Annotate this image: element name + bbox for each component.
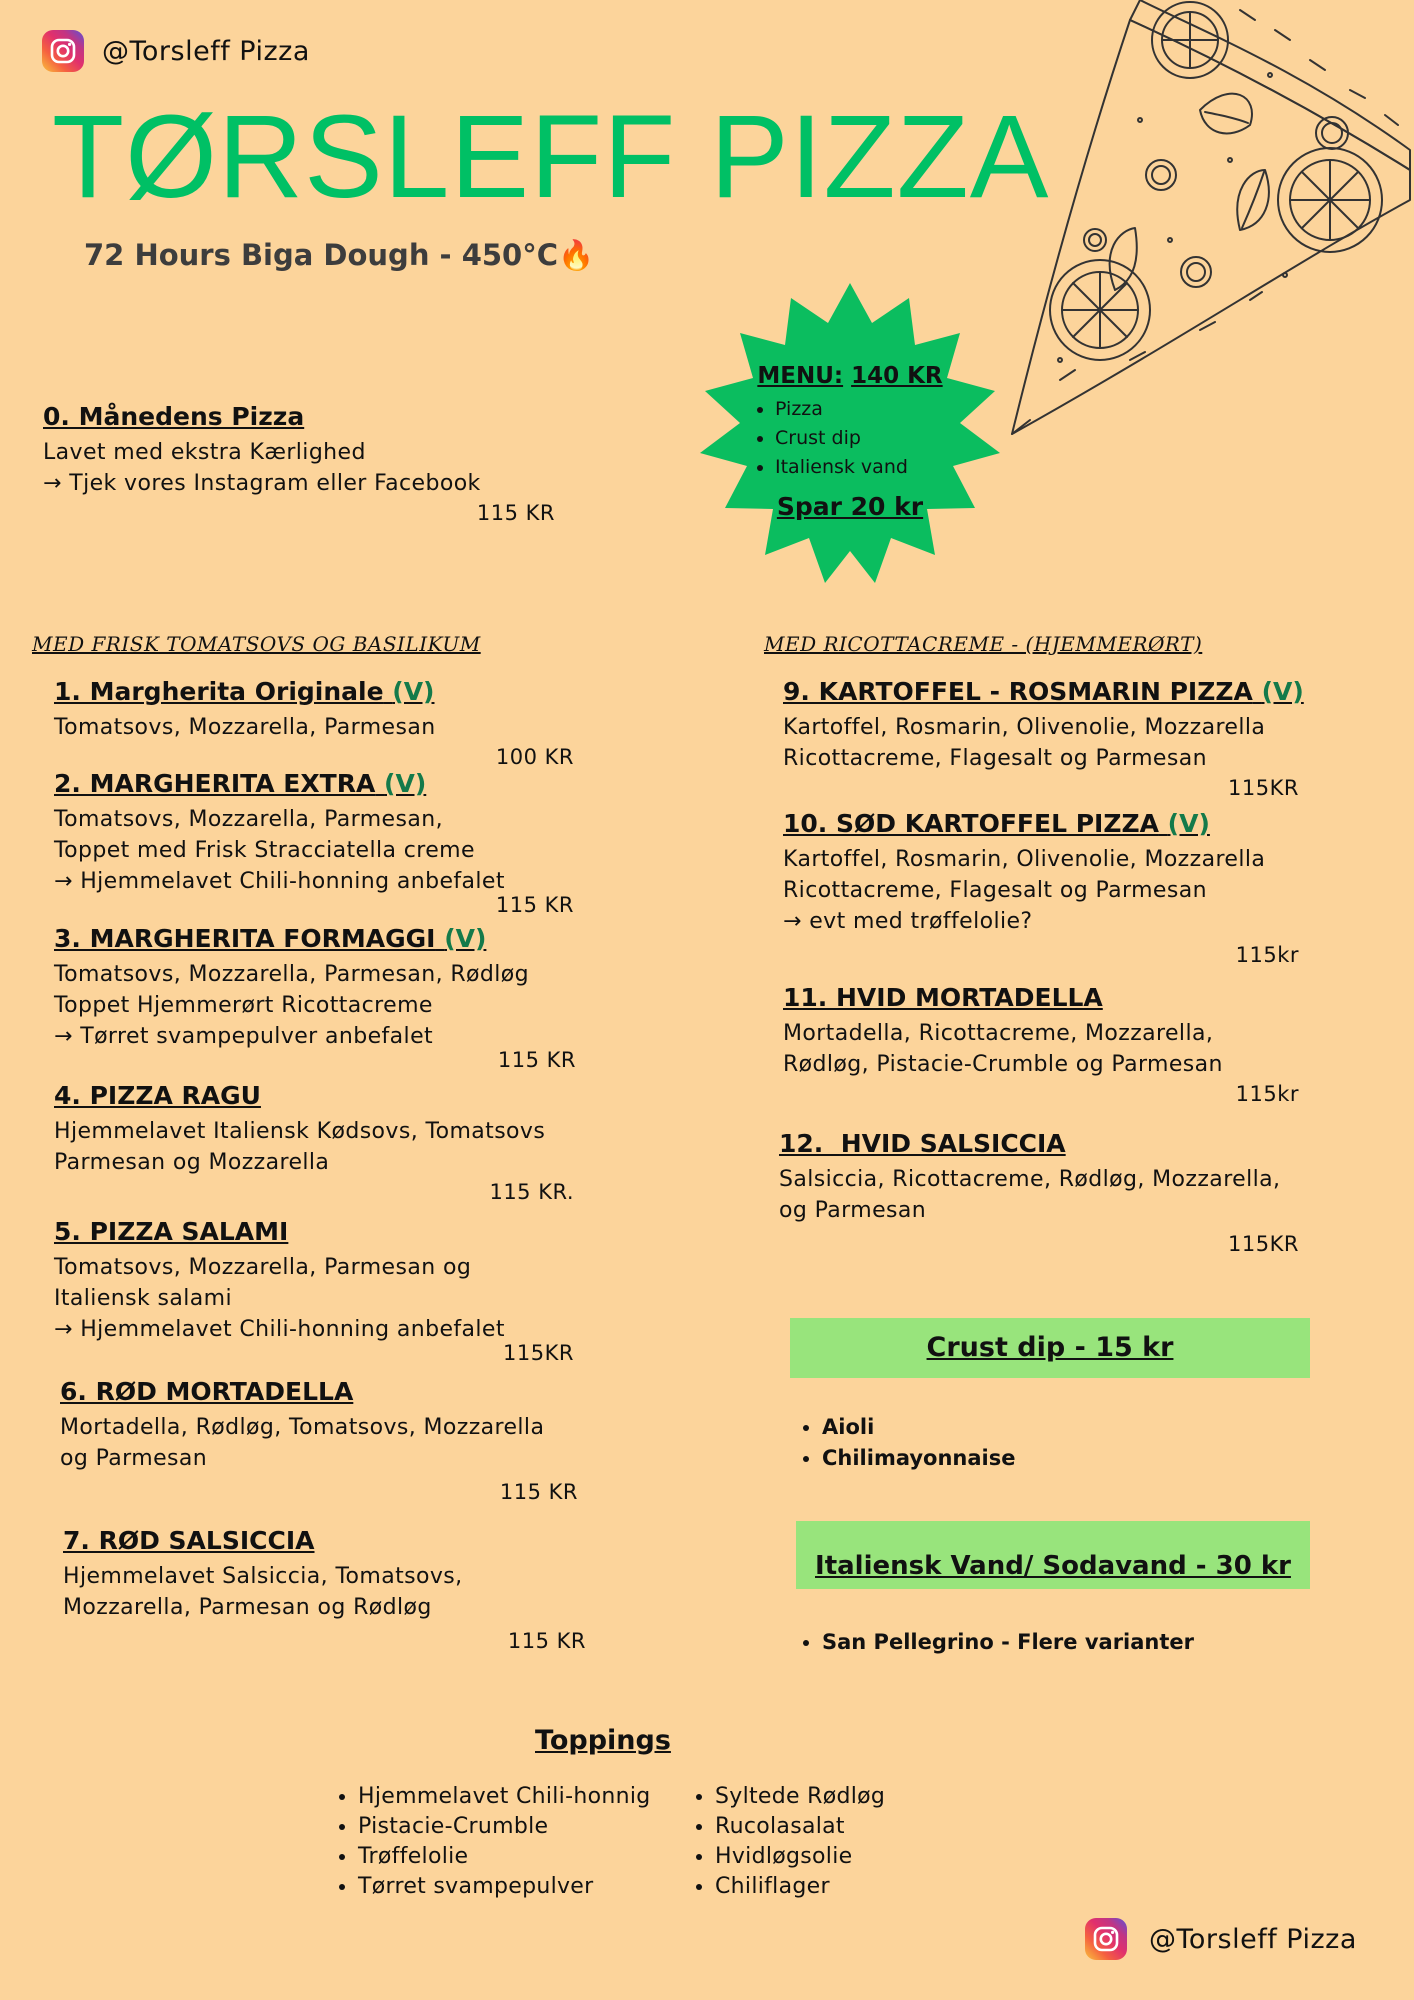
menu-item-3 xyxy=(54,924,594,1072)
deal-header xyxy=(695,363,1005,389)
drinks-header: Italiensk Vand/ Sodavand - 30 kr xyxy=(796,1521,1310,1589)
special-price: 115 KR xyxy=(476,501,555,525)
menu-item-7 xyxy=(63,1526,603,1653)
item-desc: Tomatsovs, Mozzarella, Parmesan xyxy=(54,715,436,740)
item-desc: Mozzarella, Parmesan og Rødløg xyxy=(63,1595,432,1620)
instagram-icon xyxy=(42,30,84,72)
item-price: 115 KR xyxy=(507,1629,586,1653)
topping-item: • Hvidløgsolie xyxy=(715,1842,885,1872)
special-line: → Tjek vores Instagram eller Facebook xyxy=(43,471,481,496)
crust-dip-list xyxy=(794,1412,1016,1474)
deal-savings: Spar 20 kr xyxy=(776,492,924,521)
item-desc: Salsiccia, Ricottacreme, Rødløg, Mozzarella, xyxy=(779,1167,1281,1192)
deal-label: MENU: xyxy=(757,363,844,389)
instagram-handle: @Torsleff Pizza xyxy=(1149,1923,1357,1955)
topping-item: • Tørret svampepulver xyxy=(358,1872,651,1902)
instagram-handle: @Torsleff Pizza xyxy=(102,35,310,67)
item-desc: Italiensk salami xyxy=(54,1286,232,1311)
vegetarian-badge: (V) xyxy=(444,924,487,953)
item-desc: og Parmesan xyxy=(779,1198,927,1223)
topping-item: • Pistacie-Crumble xyxy=(358,1812,651,1842)
item-title: 11. HVID MORTADELLA xyxy=(783,983,1103,1012)
item-desc: Tomatsovs, Mozzarella, Parmesan, xyxy=(54,807,443,832)
menu-deal-badge xyxy=(695,283,1005,583)
item-title: 5. PIZZA SALAMI xyxy=(54,1217,289,1246)
item-desc: Ricottacreme, Flagesalt og Parmesan xyxy=(783,878,1207,903)
item-desc: Toppet Hjemmerørt Ricottacreme xyxy=(54,993,433,1018)
item-title: 1. Margherita Originale xyxy=(54,677,384,706)
deal-item: • Italiensk vand xyxy=(775,453,1005,482)
topping-item: • Syltede Rødløg xyxy=(715,1782,885,1812)
item-desc: → Hjemmelavet Chili-honning anbefalet xyxy=(54,869,505,894)
deal-item: • Crust dip xyxy=(775,424,1005,453)
menu-item-11 xyxy=(783,983,1343,1106)
deal-price: 140 KR xyxy=(851,363,943,389)
top-social[interactable] xyxy=(42,30,310,72)
item-title: 6. RØD MORTADELLA xyxy=(60,1377,354,1406)
special-title: 0. Månedens Pizza xyxy=(43,402,305,431)
menu-item-12 xyxy=(779,1129,1339,1256)
deal-items xyxy=(751,395,1005,482)
item-title: 3. MARGHERITA FORMAGGI xyxy=(54,924,436,953)
menu-item-9 xyxy=(783,677,1343,800)
toppings-list-left xyxy=(330,1782,651,1902)
item-desc: → Tørret svampepulver anbefalet xyxy=(54,1024,434,1049)
item-price: 115KR xyxy=(503,1341,574,1365)
topping-item: • Rucolasalat xyxy=(715,1812,885,1842)
tagline-text: 72 Hours Biga Dough - 450°C xyxy=(84,238,559,272)
item-desc: Parmesan og Mozzarella xyxy=(54,1150,330,1175)
item-title: 4. PIZZA RAGU xyxy=(54,1081,261,1110)
menu-item-2 xyxy=(54,769,594,917)
menu-item-6 xyxy=(60,1377,600,1504)
item-title: 9. KARTOFFEL - ROSMARIN PIZZA xyxy=(783,677,1253,706)
vegetarian-badge: (V) xyxy=(384,769,427,798)
item-desc: Tomatsovs, Mozzarella, Parmesan og xyxy=(54,1255,472,1280)
section-label-tomato: MED FRISK TOMATSOVS OG BASILIKUM xyxy=(32,632,481,656)
item-desc: Toppet med Frisk Stracciatella creme xyxy=(54,838,475,863)
toppings-title: Toppings xyxy=(535,1725,671,1756)
item-price: 115kr xyxy=(1235,943,1299,967)
item-price: 100 KR xyxy=(495,745,574,769)
item-title: 10. SØD KARTOFFEL PIZZA xyxy=(783,809,1159,838)
item-desc: Ricottacreme, Flagesalt og Parmesan xyxy=(783,746,1207,771)
item-price: 115 KR xyxy=(497,1048,576,1072)
topping-item: • Hjemmelavet Chili-honnig xyxy=(358,1782,651,1812)
menu-item-1 xyxy=(54,677,594,769)
crust-dip-header: Crust dip - 15 kr xyxy=(790,1318,1310,1378)
deal-content xyxy=(695,363,1005,521)
tagline xyxy=(84,238,594,273)
item-desc: Hjemmelavet Italiensk Kødsovs, Tomatsovs xyxy=(54,1119,546,1144)
vegetarian-badge: (V) xyxy=(1167,809,1210,838)
item-price: 115 KR. xyxy=(489,1180,574,1204)
item-title: 2. MARGHERITA EXTRA xyxy=(54,769,376,798)
item-desc: Kartoffel, Rosmarin, Olivenolie, Mozzarella xyxy=(783,847,1266,872)
drinks-item: • San Pellegrino - Flere varianter xyxy=(822,1627,1194,1658)
item-price: 115kr xyxy=(1235,1082,1299,1106)
crust-dip-item: • Chilimayonnaise xyxy=(822,1443,1016,1474)
menu-item-5 xyxy=(54,1217,594,1365)
topping-item: • Trøffelolie xyxy=(358,1842,651,1872)
item-title: 12. HVID SALSICCIA xyxy=(779,1129,1066,1158)
topping-item: • Chiliflager xyxy=(715,1872,885,1902)
instagram-icon xyxy=(1085,1918,1127,1960)
item-desc: → evt med trøffelolie? xyxy=(783,909,1033,934)
item-desc: Mortadella, Ricottacreme, Mozzarella, xyxy=(783,1021,1214,1046)
menu-item-4 xyxy=(54,1081,594,1204)
pizza-slice-illustration xyxy=(1000,0,1414,445)
item-title: 7. RØD SALSICCIA xyxy=(63,1526,315,1555)
item-price: 115KR xyxy=(1228,1232,1299,1256)
item-desc: → Hjemmelavet Chili-honning anbefalet xyxy=(54,1317,505,1342)
menu-item-10 xyxy=(783,809,1343,967)
fire-icon: 🔥 xyxy=(558,238,595,272)
item-desc: Rødløg, Pistacie-Crumble og Parmesan xyxy=(783,1052,1223,1077)
special-line: Lavet med ekstra Kærlighed xyxy=(43,440,366,465)
drinks-list xyxy=(794,1627,1194,1658)
monthly-special xyxy=(43,402,555,525)
item-desc: Kartoffel, Rosmarin, Olivenolie, Mozzarella xyxy=(783,715,1266,740)
item-price: 115KR xyxy=(1228,776,1299,800)
item-desc: Mortadella, Rødløg, Tomatsovs, Mozzarella xyxy=(60,1415,545,1440)
deal-item: • Pizza xyxy=(775,395,1005,424)
item-desc: Hjemmelavet Salsiccia, Tomatsovs, xyxy=(63,1564,463,1589)
item-desc: Tomatsovs, Mozzarella, Parmesan, Rødløg xyxy=(54,962,530,987)
section-label-ricotta: MED RICOTTACREME - (HJEMMERØRT) xyxy=(764,632,1203,656)
brand-title: TØRSLEFF PIZZA xyxy=(52,91,1050,223)
item-price: 115 KR xyxy=(499,1480,578,1504)
vegetarian-badge: (V) xyxy=(1261,677,1304,706)
item-price: 115 KR xyxy=(495,893,574,917)
item-desc: og Parmesan xyxy=(60,1446,208,1471)
vegetarian-badge: (V) xyxy=(392,677,435,706)
crust-dip-item: • Aioli xyxy=(822,1412,1016,1443)
bottom-social[interactable] xyxy=(1085,1918,1357,1960)
toppings-list-right xyxy=(687,1782,885,1902)
